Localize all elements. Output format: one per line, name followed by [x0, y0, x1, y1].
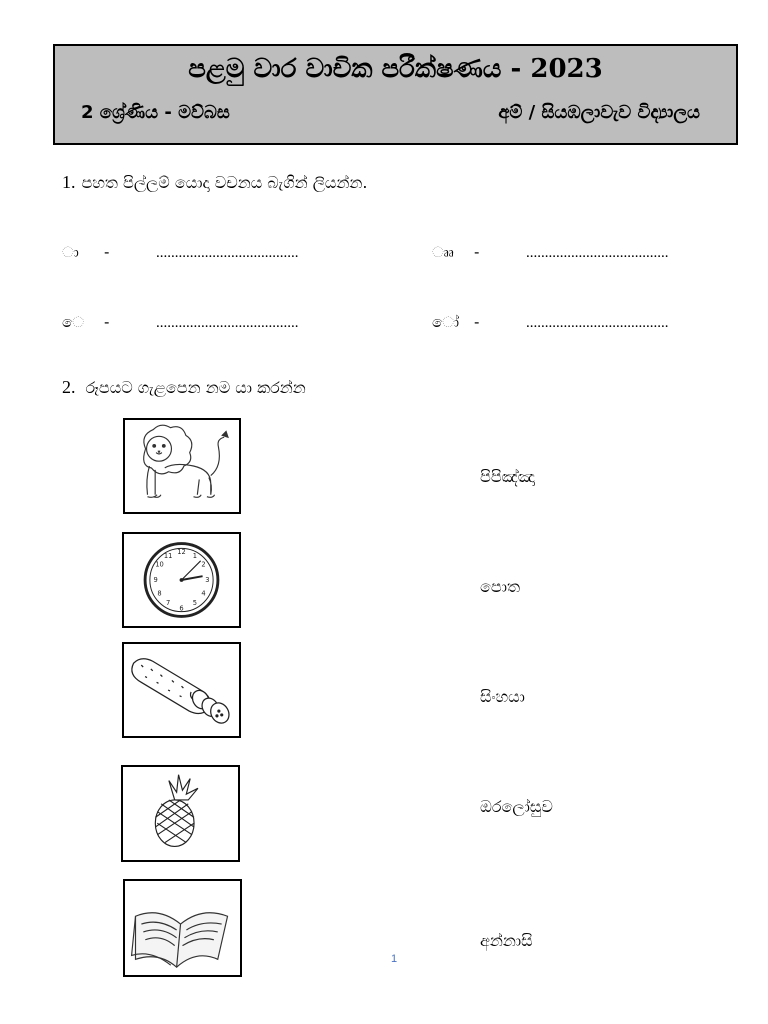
header-box: [53, 44, 738, 145]
fill-dash: -: [474, 243, 480, 261]
word-5[interactable]: අන්නාසි: [480, 931, 533, 950]
fill-dash: -: [104, 313, 110, 331]
clock-picture[interactable]: [122, 532, 241, 628]
exam-title: පළමු වාර වාචික පරීක්ෂණය - 2023: [188, 54, 603, 84]
svg-text:4: 4: [201, 589, 206, 598]
fill-letter: ෙ: [62, 313, 85, 331]
fill-line-1: [62, 243, 299, 262]
pineapple-picture[interactable]: [121, 765, 240, 862]
question-2-number: 2.: [62, 377, 76, 397]
fill-dots[interactable]: ......................................: [156, 245, 299, 261]
cucumber-icon: [124, 644, 239, 736]
svg-text:2: 2: [201, 560, 206, 569]
svg-text:5: 5: [192, 598, 198, 607]
fill-letter: ා: [62, 243, 79, 261]
pineapple-icon: [123, 767, 238, 860]
lion-picture[interactable]: [123, 418, 241, 514]
page-number: 1: [391, 953, 398, 965]
word-1[interactable]: පිපිඤ්ඤා: [480, 467, 535, 486]
word-2[interactable]: පොත: [480, 577, 520, 596]
fill-dots[interactable]: ......................................: [526, 245, 669, 261]
clock-icon: [124, 534, 239, 626]
question-2-text: රූපයට ගැළපෙන නම යා කරන්න: [85, 378, 306, 397]
svg-text:9: 9: [153, 575, 158, 584]
fill-letter: ෝ: [432, 313, 460, 331]
fill-dots[interactable]: ......................................: [156, 315, 299, 331]
svg-text:11: 11: [163, 551, 173, 560]
question-1-number: 1.: [62, 172, 76, 192]
svg-text:12: 12: [177, 548, 186, 557]
fill-dash: -: [474, 313, 480, 331]
svg-text:10: 10: [155, 560, 164, 569]
svg-text:6: 6: [179, 604, 184, 613]
fill-dash: -: [104, 243, 110, 261]
cucumber-picture[interactable]: [122, 642, 241, 738]
grade-subject: 2 ශ්‍රේණිය - මව්බස: [81, 102, 230, 123]
fill-letter: ෲ: [432, 243, 455, 261]
svg-text:3: 3: [205, 575, 210, 584]
svg-text:8: 8: [157, 589, 162, 598]
fill-line-4: [432, 313, 669, 332]
book-icon: [125, 881, 240, 975]
word-3[interactable]: සිංහයා: [480, 687, 525, 706]
book-picture[interactable]: [123, 879, 242, 977]
svg-text:7: 7: [165, 598, 171, 607]
school-name: අම් / සියඹලාවැව විද්‍යාලය: [498, 102, 700, 123]
svg-text:1: 1: [192, 551, 198, 560]
fill-line-2: [432, 243, 669, 262]
word-4[interactable]: ඔරලෝසුව: [480, 797, 553, 816]
question-1-text: පහත පිල්ලම් යොදා වචනය බැගින් ලියන්න.: [81, 173, 368, 192]
fill-line-3: [62, 313, 299, 332]
lion-icon: [125, 420, 239, 512]
question-1: [62, 172, 368, 193]
question-2: [62, 377, 306, 398]
fill-dots[interactable]: ......................................: [526, 315, 669, 331]
